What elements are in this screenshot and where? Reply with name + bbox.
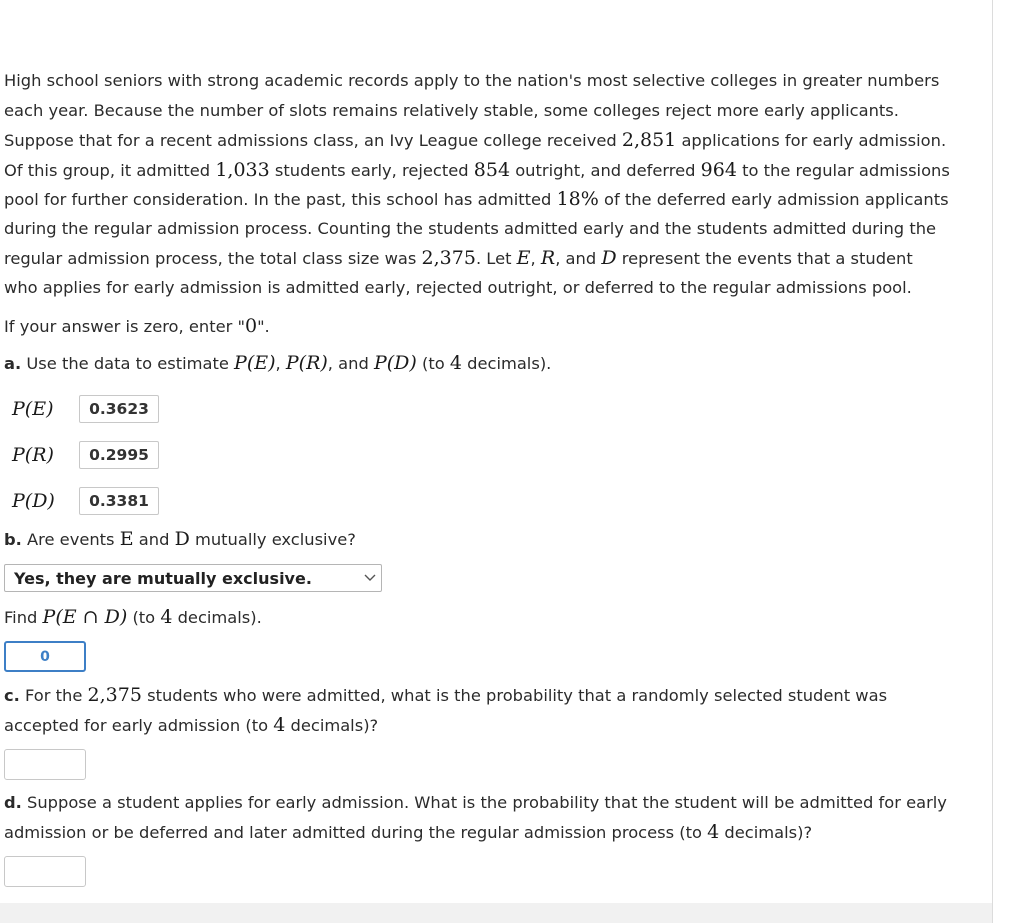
text: Are events (21, 530, 120, 549)
text: Suppose a student applies for early admission. What is the probability that the student will be admitted for early (21, 793, 947, 812)
part-d-letter: d. (4, 793, 22, 812)
part-c-prompt-1 (4, 684, 887, 707)
decimals: 4 (707, 821, 720, 843)
part-b-find (4, 606, 262, 629)
page-bottom-band (0, 903, 992, 923)
text: For the (19, 686, 88, 705)
part-a-prompt (4, 352, 551, 375)
page-right-border (992, 0, 993, 923)
deferred-admit-percent: 18% (556, 188, 599, 210)
text: decimals)? (719, 823, 813, 842)
pe-answer-field[interactable]: 0.3623 (79, 395, 159, 423)
problem-line-8: who applies for early admission is admitted early, rejected outright, or deferred to the regular admissions pool. (4, 278, 912, 297)
intersection-expr: P(E ∩ D) (42, 606, 128, 628)
pd-label: P(D) (12, 490, 55, 512)
part-b-letter: b. (4, 530, 22, 549)
text: (to (127, 608, 161, 627)
text: decimals)? (285, 716, 379, 735)
text: admission or be deferred and later admitted during the regular admission process (to (4, 823, 708, 842)
text: , and (327, 354, 374, 373)
part-b-prompt (4, 528, 356, 551)
text: decimals). (172, 608, 262, 627)
pd-answer-field[interactable]: 0.3381 (79, 487, 159, 515)
part-c-prompt-2 (4, 714, 378, 737)
text: and (133, 530, 175, 549)
part-d-prompt-2 (4, 821, 812, 844)
text: Use the data to estimate (21, 354, 235, 373)
event-r: R (540, 247, 556, 269)
problem-line-3 (4, 129, 946, 152)
text: (to (416, 354, 450, 373)
part-a-letter: a. (4, 354, 22, 373)
problem-line-6: during the regular admission process. Counting the students admitted early and the students admitted during the (4, 219, 937, 238)
problem-line-4 (4, 159, 950, 182)
problem-line-1: High school seniors with strong academic records apply to the nation's most selective colleges in greater numbers (4, 71, 940, 90)
text: pool for further consideration. In the past, this school has admitted (4, 190, 557, 209)
decimals: 4 (160, 606, 173, 628)
text: . Let (475, 249, 517, 268)
pe-label: P(E) (12, 398, 54, 420)
deferred-count: 964 (700, 159, 737, 181)
event-d: D (601, 247, 617, 269)
event-e: E (516, 247, 531, 269)
text: to the regular admissions (736, 161, 950, 180)
text: , and (555, 249, 602, 268)
dropdown-selected-value: Yes, they are mutually exclusive. (14, 569, 312, 588)
class-size: 2,375 (421, 247, 476, 269)
text: ". (257, 317, 270, 336)
text: Suppose that for a recent admissions class, an Ivy League college received (4, 131, 622, 150)
applications-count: 2,851 (621, 129, 677, 151)
text: represent the events that a student (616, 249, 913, 268)
text: If your answer is zero, enter " (4, 317, 245, 336)
part-c-answer-field[interactable] (4, 749, 86, 780)
part-d-prompt-1 (4, 792, 947, 814)
pr-label: P(R) (12, 444, 54, 466)
text: students early, rejected (269, 161, 474, 180)
text: , (275, 354, 286, 373)
text: , (530, 249, 541, 268)
text: applications for early admission. (676, 131, 947, 150)
text: of the deferred early admission applicants (598, 190, 949, 209)
pe-expr: P(E) (234, 352, 276, 374)
problem-line-2: each year. Because the number of slots remains relatively stable, some colleges reject more early applicants. (4, 101, 899, 120)
zero-note (4, 315, 270, 338)
text: Of this group, it admitted (4, 161, 216, 180)
zero-value: 0 (244, 315, 258, 337)
text: mutually exclusive? (189, 530, 356, 549)
part-c-letter: c. (4, 686, 20, 705)
text: Find (4, 608, 43, 627)
event-d: D (174, 528, 190, 550)
pr-expr: P(R) (285, 352, 328, 374)
text: students who were admitted, what is the probability that a randomly selected student was (141, 686, 888, 705)
problem-line-5 (4, 188, 949, 211)
problem-line-7 (4, 247, 913, 270)
part-d-answer-field[interactable] (4, 856, 86, 887)
decimals: 4 (273, 714, 286, 736)
pd-expr: P(D) (373, 352, 417, 374)
event-e: E (119, 528, 134, 550)
text: decimals). (461, 354, 552, 373)
decimals: 4 (449, 352, 462, 374)
mutually-exclusive-dropdown[interactable] (4, 564, 382, 592)
pr-answer-field[interactable]: 0.2995 (79, 441, 159, 469)
chevron-down-icon (363, 573, 377, 583)
admitted-count: 2,375 (87, 684, 142, 706)
text: regular admission process, the total class size was (4, 249, 422, 268)
intersection-answer-field[interactable]: 0 (4, 641, 86, 672)
text: accepted for early admission (to (4, 716, 274, 735)
text: outright, and deferred (510, 161, 701, 180)
admitted-early-count: 1,033 (215, 159, 270, 181)
rejected-count: 854 (473, 159, 511, 181)
